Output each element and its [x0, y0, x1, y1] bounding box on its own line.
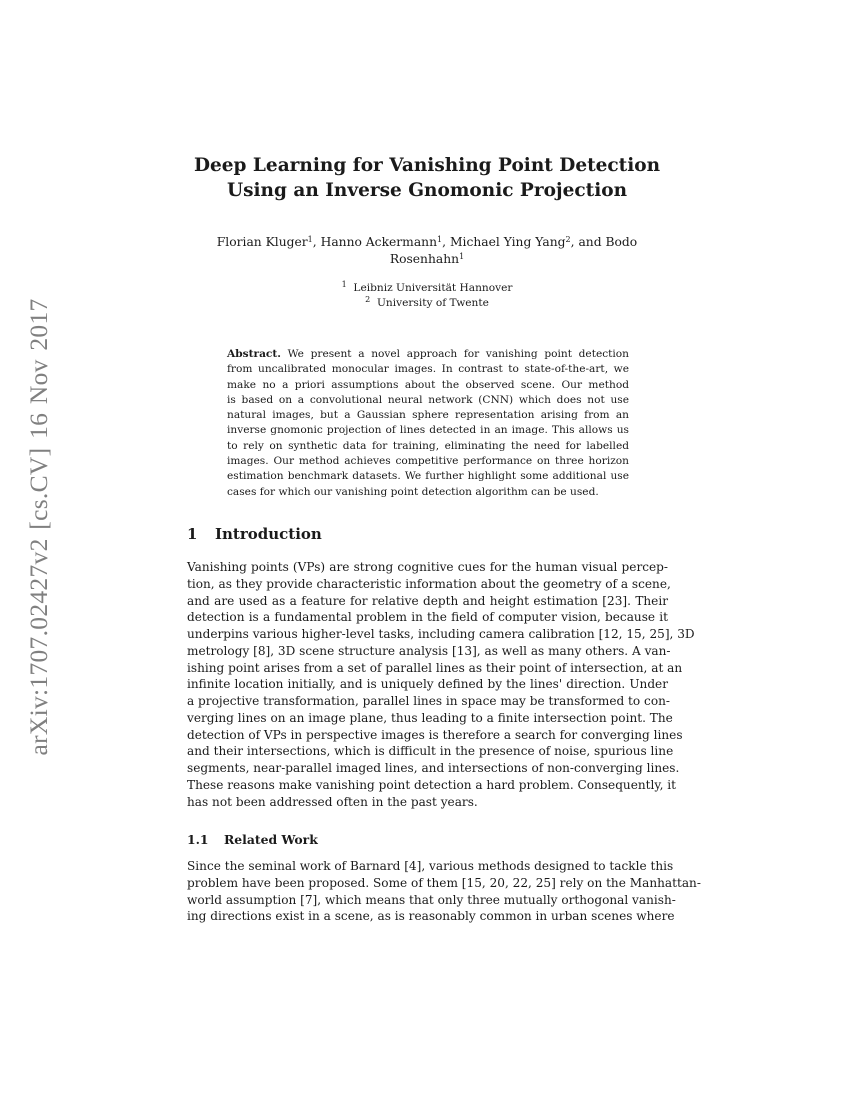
abstract-line — [227, 347, 629, 362]
abstract-line: cases for which our vanishing point detection algorithm can be used. — [227, 485, 599, 498]
body-line: and are used as a feature for relative depth and height estimation [23]. Their — [187, 593, 668, 608]
section-heading-introduction — [187, 525, 322, 543]
abstract — [227, 347, 629, 500]
body-line: ing directions exist in a scene, as is reasonably common in urban scenes where — [187, 909, 675, 924]
abstract-line: images. Our method achieves competitive performance on three horizon — [227, 455, 629, 468]
arxiv-identifier-stamp: arXiv:1707.02427v2 [cs.CV] 16 Nov 2017 — [24, 298, 53, 756]
affiliation-list — [200, 281, 654, 311]
abstract-label: Abstract. — [227, 348, 281, 360]
affiliation-mark: 1 — [459, 252, 465, 261]
body-line: problem have been proposed. Some of them [15, 20, 22, 25] rely on the Manhattan- — [187, 875, 701, 890]
abstract-line: estimation benchmark datasets. We further highlight some additional use — [227, 470, 629, 483]
affiliation-name: Leibniz Universität Hannover — [353, 282, 513, 294]
body-line: verging lines on an image plane, thus leading to a finite intersection point. The — [187, 710, 673, 725]
affiliation-mark: 1 — [307, 235, 313, 244]
body-line: tion, as they provide characteristic information about the geometry of a scene, — [187, 576, 671, 591]
affiliation-mark: 2 — [365, 295, 371, 304]
title-line: Deep Learning for Vanishing Point Detection — [193, 155, 661, 176]
abstract-line: from uncalibrated monocular images. In contrast to state-of-the-art, we — [227, 363, 629, 376]
body-line: underpins various higher-level tasks, including camera calibration [12, 15, 25], 3D — [187, 627, 695, 641]
section-title: Introduction — [215, 525, 322, 543]
affiliation — [200, 281, 654, 296]
author-name: Michael Ying Yang — [449, 235, 566, 249]
related-work-body — [187, 858, 701, 925]
abstract-line: inverse gnomonic projection of lines detected in an image. This allows us — [227, 424, 629, 437]
title-line: Using an Inverse Gnomonic Projection — [226, 180, 628, 201]
body-line: ishing point arises from a set of parallel lines as their point of intersection, at an — [187, 660, 683, 675]
subsection-heading-related-work — [187, 832, 318, 847]
author-line — [180, 234, 674, 251]
body-line: a projective transformation, parallel lines in space may be transformed to con- — [187, 694, 670, 708]
affiliation-mark: 1 — [341, 280, 347, 289]
body-line: infinite location initially, and is uniquely defined by the lines' direction. Under — [187, 677, 668, 692]
affiliation-mark: 2 — [565, 235, 571, 244]
author-separator: , and Bodo — [570, 235, 638, 249]
author-name: Rosenhahn — [389, 252, 460, 266]
body-line: segments, near-parallel imaged lines, and intersections of non-converging lines. — [187, 761, 680, 775]
abstract-line: to rely on synthetic data for training, eliminating the need for labelled — [227, 439, 629, 452]
section-number: 1 — [187, 525, 198, 543]
author-line — [180, 251, 674, 268]
body-line: detection of VPs in perspective images is therefore a search for converging lines — [187, 727, 683, 742]
body-line: detection is a fundamental problem in the field of computer vision, because it — [187, 610, 668, 625]
author-list — [180, 234, 674, 268]
abstract-line: natural images, but a Gaussian sphere representation arising from an — [227, 409, 629, 422]
body-line: world assumption [7], which means that only three mutually orthogonal vanish- — [187, 892, 676, 907]
abstract-text: We present a novel approach for vanishing point detection — [287, 348, 629, 360]
affiliation-mark: 1 — [437, 235, 443, 244]
body-line: Since the seminal work of Barnard [4], various methods designed to tackle this — [187, 859, 674, 873]
author-name: Florian Kluger — [216, 235, 308, 249]
body-line: and their intersections, which is difficult in the presence of noise, spurious line — [187, 744, 674, 759]
subsection-title: Related Work — [224, 832, 318, 847]
subsection-number: 1.1 — [187, 832, 209, 847]
body-line: Vanishing points (VPs) are strong cognitive cues for the human visual percep- — [187, 560, 668, 574]
paper-title — [160, 153, 694, 203]
affiliation — [200, 296, 654, 311]
body-line: has not been addressed often in the past years. — [187, 794, 478, 809]
affiliation-name: University of Twente — [376, 297, 489, 309]
body-line: metrology [8], 3D scene structure analysis [13], as well as many others. A van- — [187, 643, 671, 658]
introduction-body — [187, 559, 695, 810]
author-separator: , — [312, 235, 321, 249]
body-line: These reasons make vanishing point detection a hard problem. Consequently, it — [187, 777, 677, 792]
abstract-line: make no a priori assumptions about the observed scene. Our method — [227, 378, 629, 391]
abstract-line: is based on a convolutional neural network (CNN) which does not use — [227, 393, 629, 406]
author-name: Hanno Ackermann — [320, 235, 438, 249]
author-separator: , — [442, 235, 450, 249]
